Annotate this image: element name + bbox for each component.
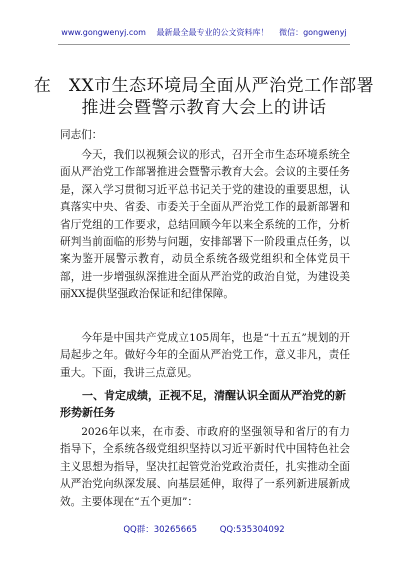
greeting: 同志们： [60, 129, 103, 141]
header-wechat: 微信：gongwenyj [279, 28, 347, 37]
paragraph-achievements: 2026年以来，在市委、市政府的坚强领导和省厅的有力指导下，全系统各级党组织坚持以习近平新时代中国特色社会主义思想为指导，坚决扛起管党治党政治责任，扎实推动全面从严治党向纵深发展、向基层延伸，取得了一系列新进展新成效。主要体现在“五个更加”： [60, 426, 350, 508]
header-slogan: 最新最全最专业的公文资料库！ [156, 28, 269, 37]
footer-qq: QQ:535304092 [219, 525, 285, 535]
header-divider [58, 44, 350, 45]
site-header [0, 28, 408, 38]
paragraph-context: 今年是中国共产党成立105周年，也是“十五五”规划的开局起步之年。做好今年的全面从严治党工作，意义非凡，责任重大。下面，我讲三点意见。 [60, 332, 350, 379]
header-site-link[interactable]: www.gongwenyj.com [61, 28, 146, 37]
footer-contact [0, 523, 408, 535]
paragraph-intro: 今天，我们以视频会议的形式，召开全市生态环境系统全面从严治党工作部署推进会暨警示教育大会。会议的主要任务是，深入学习贯彻习近平总书记关于党的建设的重要思想，认真落实中央、省委、市委关于全面从严治党工作的最新部署和省厅党组的工作要求，总结回顾今年以来全系统的工作，分析研判当前面临的形势与问题，安排部署下一阶段重点任务，以案为鉴开展警示教育，动员全系统各级党组织和全体党员干部，进一步增强纵深推进全面从严治党的政治自觉，为建设美丽XX提供坚强政治保证和纪律保障。 [60, 149, 350, 301]
section-heading-1: 一、肯定成绩，正视不足，清醒认识全面从严治党的新形势新任务 [60, 389, 346, 420]
document-title-line-2: 推进会暨警示教育大会上的讲话 [81, 98, 327, 118]
footer-qq-group: QQ群：30265665 [123, 525, 198, 535]
document-title-line-1: 在 XX市生态环境局全面从严治党工作部署 [33, 76, 375, 96]
